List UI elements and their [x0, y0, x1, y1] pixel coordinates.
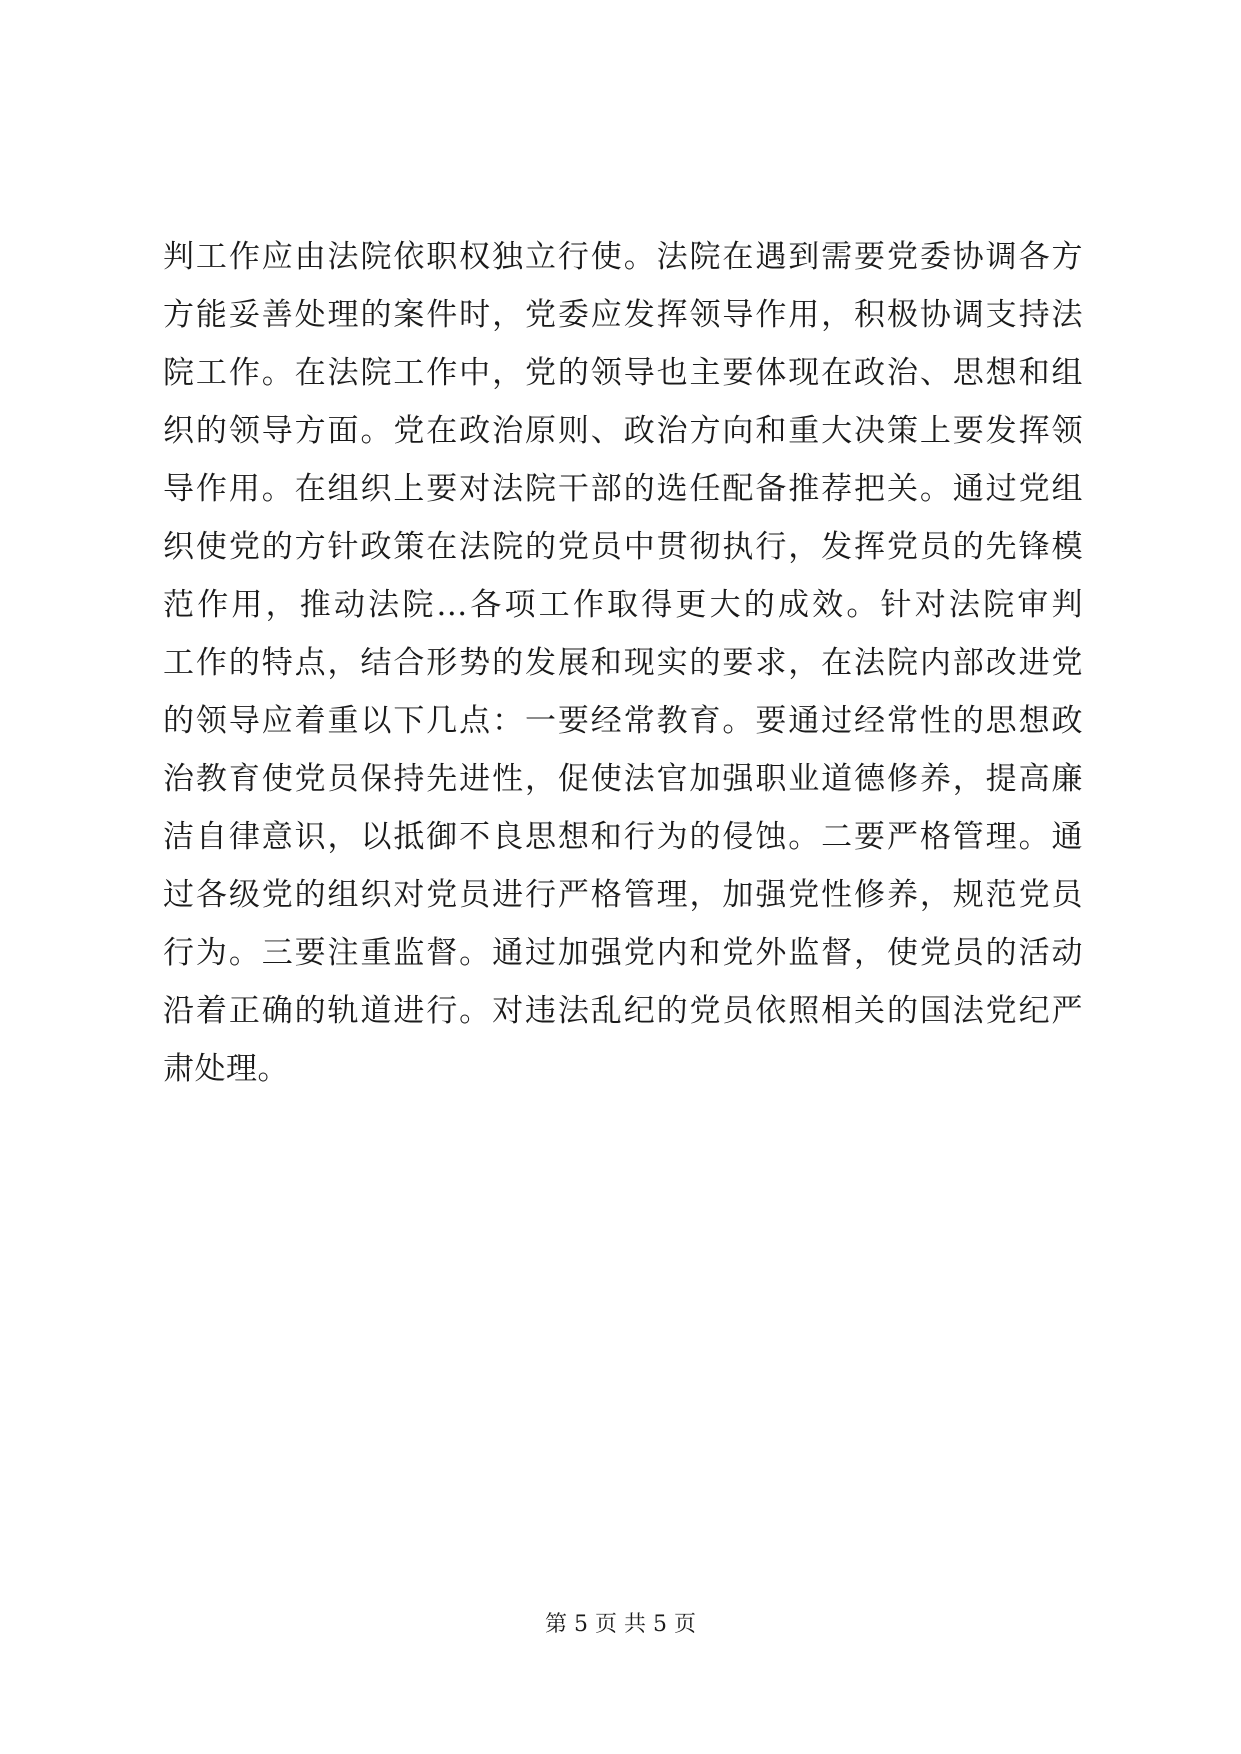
- text-line: 洁自律意识，以抵御不良思想和行为的侵蚀。二要严格管理。通: [163, 819, 1083, 855]
- text-line: 织的领导方面。党在政治原则、政治方向和重大决策上要发挥领: [163, 413, 1083, 449]
- text-line: 织使党的方针政策在法院的党员中贯彻执行，发挥党员的先锋模: [163, 529, 1083, 565]
- text-line: 的领导应着重以下几点：一要经常教育。要通过经常性的思想政: [163, 703, 1083, 739]
- text-line: 行为。三要注重监督。通过加强党内和党外监督，使党员的活动: [163, 935, 1083, 971]
- text-line: 方能妥善处理的案件时，党委应发挥领导作用，积极协调支持法: [163, 297, 1083, 333]
- text-line: 工作的特点，结合形势的发展和现实的要求，在法院内部改进党: [163, 645, 1083, 681]
- page-number-footer: 第 5 页 共 5 页: [545, 1612, 696, 1637]
- text-line: 肃处理。: [163, 1051, 289, 1087]
- text-line: 范作用，推动法院...各项工作取得更大的成效。针对法院审判: [163, 587, 1083, 623]
- text-line: 判工作应由法院依职权独立行使。法院在遇到需要党委协调各方: [163, 239, 1083, 275]
- text-line: 院工作。在法院工作中，党的领导也主要体现在政治、思想和组: [163, 355, 1083, 391]
- text-line: 导作用。在组织上要对法院干部的选任配备推荐把关。通过党组: [163, 471, 1083, 507]
- text-line: 治教育使党员保持先进性，促使法官加强职业道德修养，提高廉: [163, 761, 1083, 797]
- text-line: 沿着正确的轨道进行。对违法乱纪的党员依照相关的国法党纪严: [163, 993, 1083, 1029]
- body-paragraph: [163, 228, 1083, 1098]
- text-line: 过各级党的组织对党员进行严格管理，加强党性修养，规范党员: [163, 877, 1083, 913]
